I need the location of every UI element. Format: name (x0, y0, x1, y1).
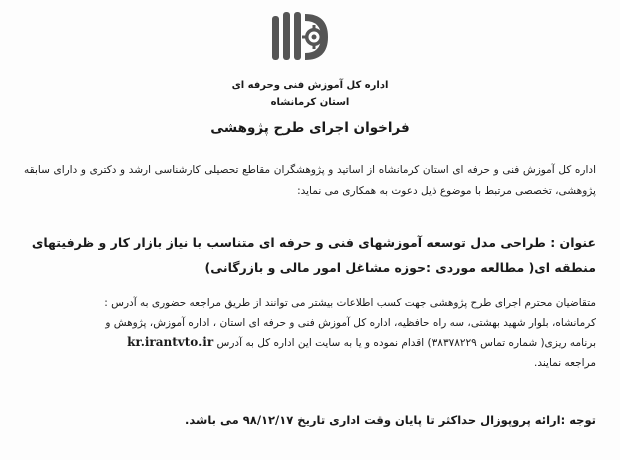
phone-text: برنامه ریزی( شماره تماس ۳۸۳۷۸۲۲۹) اقدام نموده و یا به سایت این اداره کل به آدرس (216, 337, 596, 349)
website-link[interactable]: kr.irantvto.ir (127, 335, 214, 349)
intro-paragraph: اداره کل آموزش فنی و حرفه ای استان کرمانشاه از اساتید و پژوهشگران مقاطع تحصیلی کارشناسی ارشد و دکتری و دارای سابقه پژوهشی، تخصصی مرتبط با موضوع ذیل دعوت به همکاری می نماید: (24, 164, 596, 197)
phone-line (24, 333, 596, 354)
contact-line: متقاضیان محترم اجرای طرح پژوهشی جهت کسب اطلاعات بیشتر می توانند از طریق مراجعه حضوری به آدرس : (104, 297, 596, 309)
closing-line: مراجعه نمایند. (534, 356, 596, 369)
tvto-logo (262, 10, 334, 68)
province-name: استان کرمانشاه (270, 97, 350, 108)
contact-paragraph (24, 294, 596, 373)
research-subject: عنوان : طراحی مدل توسعه آموزشهای فنی و حرفه ای متناسب با نیاز بازار کار و ظرفیتهای منطقه ای( مطالعه موردی :حوزه مشاغل امور مالی و بازرگانی) (31, 235, 596, 275)
organization-name: اداره کل آموزش فنی وحرفه ای (231, 80, 389, 91)
document-title: فراخوان اجرای طرح پژوهشی (210, 120, 410, 136)
deadline-note: توجه :ارائه پروپوزال حداکثر تا پایان وقت اداری تاریخ ۹۸/۱۲/۱۷ می باشد. (185, 413, 596, 427)
address-line: کرمانشاه، بلوار شهید بهشتی، سه راه حافظیه، اداره کل آموزش فنی و حرفه ای استان ، اداره آموزش، پژوهش و (105, 316, 596, 329)
